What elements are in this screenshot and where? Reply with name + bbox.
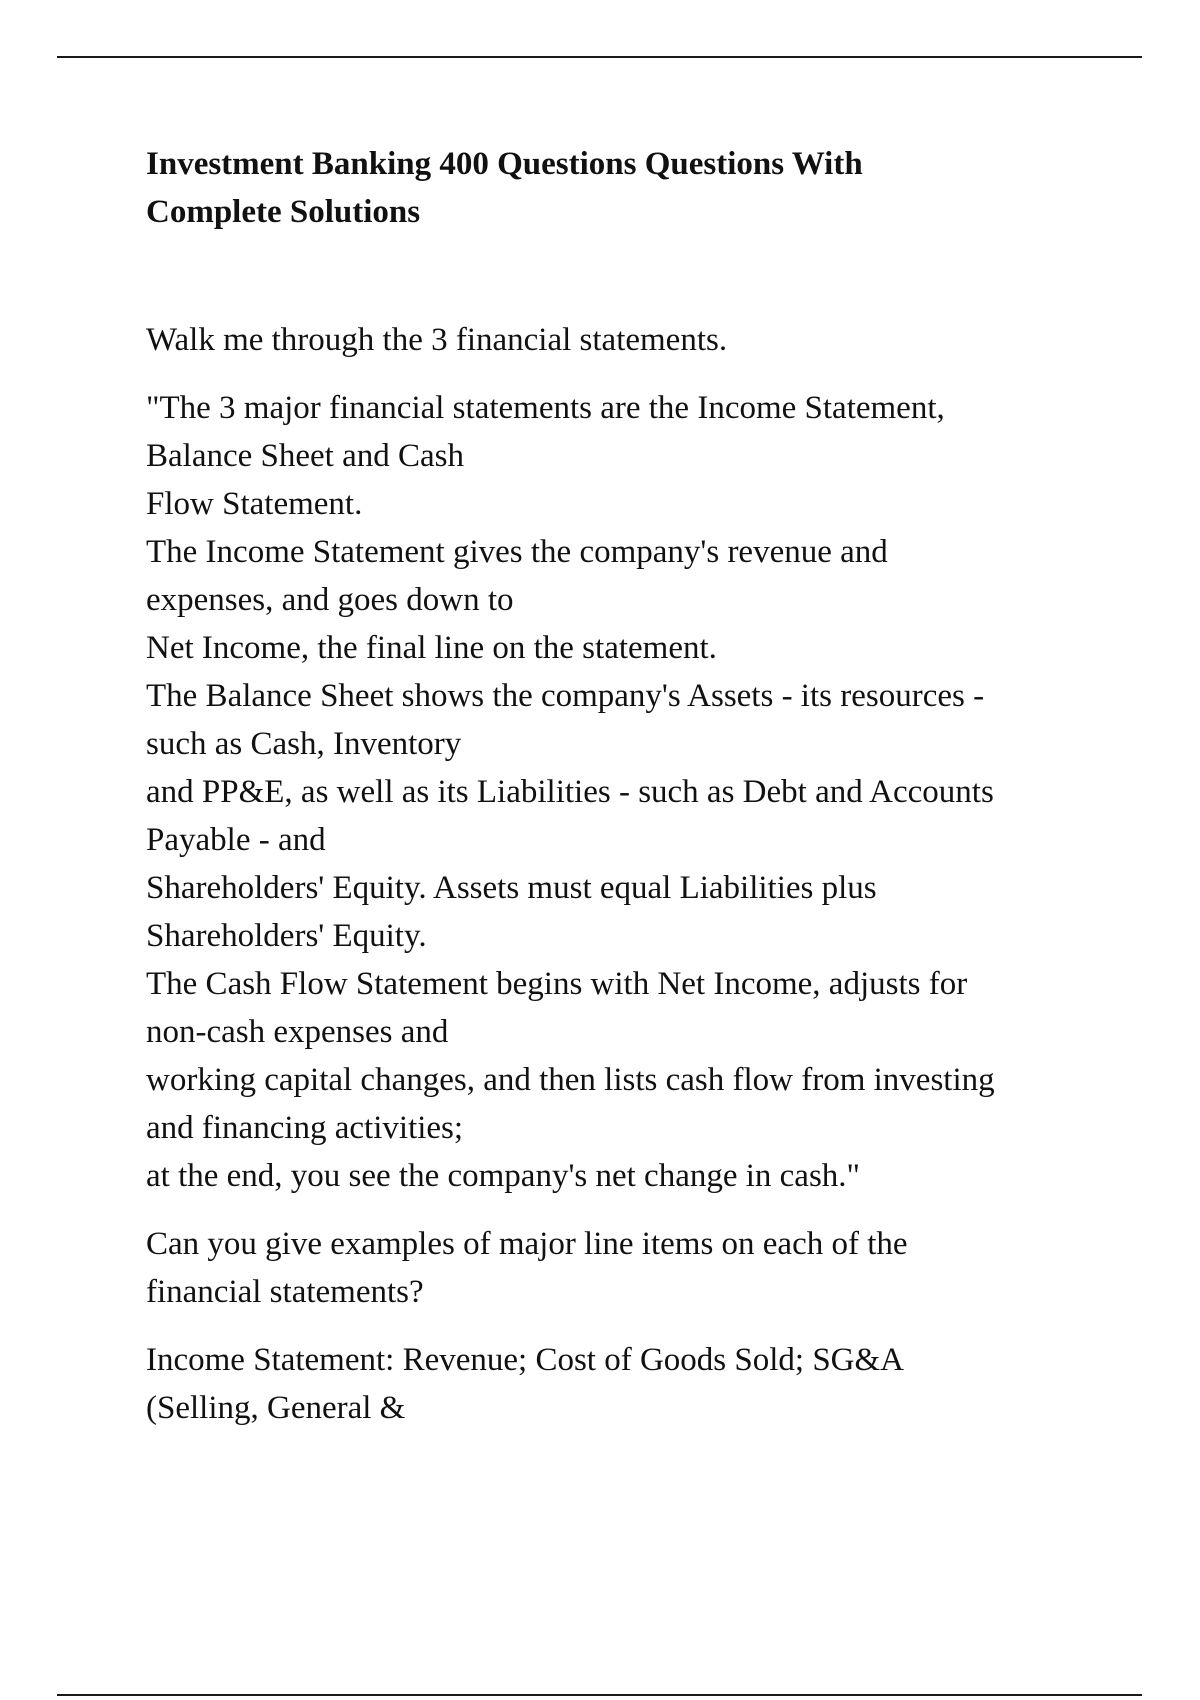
answer-line: Balance Sheet and Cash [146, 438, 464, 474]
qa-item-1 [146, 316, 1106, 1200]
question-1 [146, 316, 1106, 364]
qa-item-2 [146, 1220, 1106, 1432]
answer-line: Shareholders' Equity. Assets must equal Liabilities plus [146, 870, 877, 906]
title-line: Investment Banking 400 Questions Questions With [146, 146, 863, 182]
answer-1 [146, 384, 1106, 1200]
answer-line: (Selling, General & [146, 1390, 406, 1426]
page-content [146, 140, 1106, 1432]
answer-line: at the end, you see the company's net change in cash." [146, 1158, 861, 1194]
top-rule [57, 56, 1142, 58]
answer-line: Shareholders' Equity. [146, 918, 427, 954]
answer-line: Net Income, the final line on the statement. [146, 630, 717, 666]
answer-line: The Income Statement gives the company's revenue and [146, 534, 888, 570]
answer-line: Income Statement: Revenue; Cost of Goods Sold; SG&A [146, 1342, 905, 1378]
answer-2 [146, 1336, 1106, 1432]
question-line: Walk me through the 3 financial statements. [146, 322, 728, 358]
bottom-rule [57, 1694, 1142, 1696]
answer-line: The Cash Flow Statement begins with Net Income, adjusts for [146, 966, 968, 1002]
question-line: financial statements? [146, 1274, 424, 1310]
answer-line: non-cash expenses and [146, 1014, 449, 1050]
answer-line: Payable - and [146, 822, 326, 858]
answer-line: working capital changes, and then lists cash flow from investing [146, 1062, 995, 1098]
title-line: Complete Solutions [146, 194, 421, 230]
answer-line: and financing activities; [146, 1110, 464, 1146]
answer-line: expenses, and goes down to [146, 582, 514, 618]
answer-line: The Balance Sheet shows the company's Assets - its resources - [146, 678, 985, 714]
answer-line: "The 3 major financial statements are the Income Statement, [146, 390, 945, 426]
question-2 [146, 1220, 1106, 1316]
answer-line: Flow Statement. [146, 486, 363, 522]
answer-line: such as Cash, Inventory [146, 726, 462, 762]
document-title [146, 140, 1106, 236]
answer-line: and PP&E, as well as its Liabilities - such as Debt and Accounts [146, 774, 994, 810]
question-line: Can you give examples of major line items on each of the [146, 1226, 908, 1262]
